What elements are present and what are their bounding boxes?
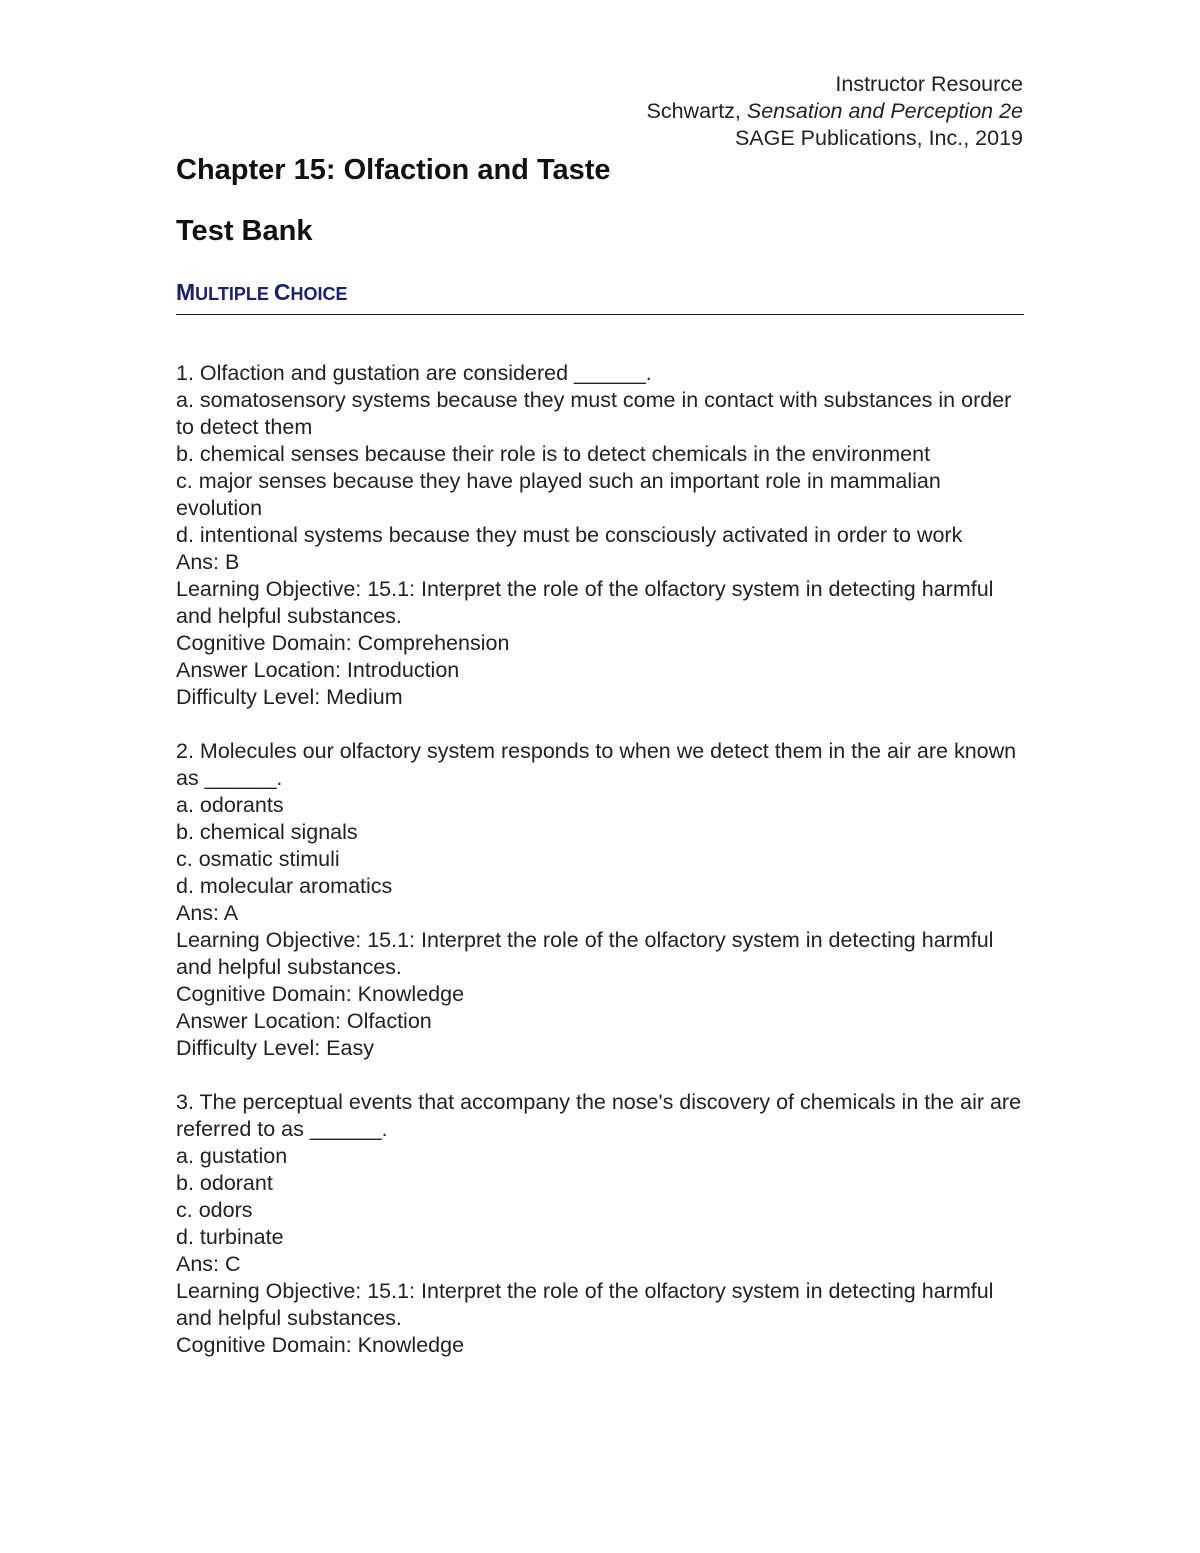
option-d: d. turbinate	[176, 1225, 284, 1249]
cognitive-domain: Cognitive Domain: Knowledge	[176, 1333, 465, 1357]
option-c: c. osmatic stimuli	[176, 847, 340, 871]
answer: Ans: C	[176, 1252, 241, 1276]
answer-location: Answer Location: Olfaction	[176, 1009, 432, 1033]
answer-location: Answer Location: Introduction	[176, 658, 460, 682]
section-heading-initial-1: M	[176, 279, 196, 305]
difficulty-level: Difficulty Level: Medium	[176, 685, 403, 709]
test-bank-title: Test Bank	[176, 215, 313, 247]
answer: Ans: A	[176, 901, 239, 925]
cognitive-domain: Cognitive Domain: Knowledge	[176, 982, 465, 1006]
question-stem: 2. Molecules our olfactory system responds to when we detect them in the air are known as ______.	[176, 739, 1017, 790]
document-header	[647, 71, 1024, 152]
learning-objective: Learning Objective: 15.1: Interpret the role of the olfactory system in detecting harmful and helpful substances.	[176, 1279, 994, 1330]
difficulty-level: Difficulty Level: Easy	[176, 1036, 374, 1060]
option-a: a. gustation	[176, 1144, 288, 1168]
questions-list	[176, 360, 1024, 1386]
option-b: b. chemical senses because their role is to detect chemicals in the environment	[176, 442, 931, 466]
question-stem: 3. The perceptual events that accompany the nose's discovery of chemicals in the air are referred to as ______.	[176, 1090, 1022, 1141]
option-a: a. somatosensory systems because they must come in contact with substances in order to detect them	[176, 388, 1012, 439]
cognitive-domain: Cognitive Domain: Comprehension	[176, 631, 510, 655]
option-d: d. molecular aromatics	[176, 874, 393, 898]
header-book-title: Sensation and Perception 2e	[746, 99, 1023, 123]
question-3	[176, 1089, 1024, 1359]
option-a: a. odorants	[176, 793, 284, 817]
section-heading-rest-1: ULTIPLE	[195, 284, 274, 304]
section-heading-initial-2: C	[273, 279, 291, 305]
section-heading-multiple-choice	[176, 278, 1024, 315]
option-d: d. intentional systems because they must be consciously activated in order to work	[176, 523, 963, 547]
header-publisher: SAGE Publications, Inc., 2019	[734, 126, 1023, 150]
header-book-line	[647, 98, 1024, 125]
question-1	[176, 360, 1024, 711]
header-resource: Instructor Resource	[835, 72, 1023, 96]
learning-objective: Learning Objective: 15.1: Interpret the role of the olfactory system in detecting harmful and helpful substances.	[176, 577, 994, 628]
option-b: b. odorant	[176, 1171, 273, 1195]
option-b: b. chemical signals	[176, 820, 358, 844]
option-c: c. odors	[176, 1198, 253, 1222]
question-2	[176, 738, 1024, 1062]
option-c: c. major senses because they have played such an important role in mammalian evolution	[176, 469, 941, 520]
question-stem: 1. Olfaction and gustation are considered ______.	[176, 361, 652, 385]
answer: Ans: B	[176, 550, 240, 574]
section-heading-rest-2: HOICE	[290, 284, 348, 304]
chapter-title: Chapter 15: Olfaction and Taste	[176, 154, 611, 186]
header-author: Schwartz,	[646, 99, 747, 123]
learning-objective: Learning Objective: 15.1: Interpret the role of the olfactory system in detecting harmful and helpful substances.	[176, 928, 994, 979]
